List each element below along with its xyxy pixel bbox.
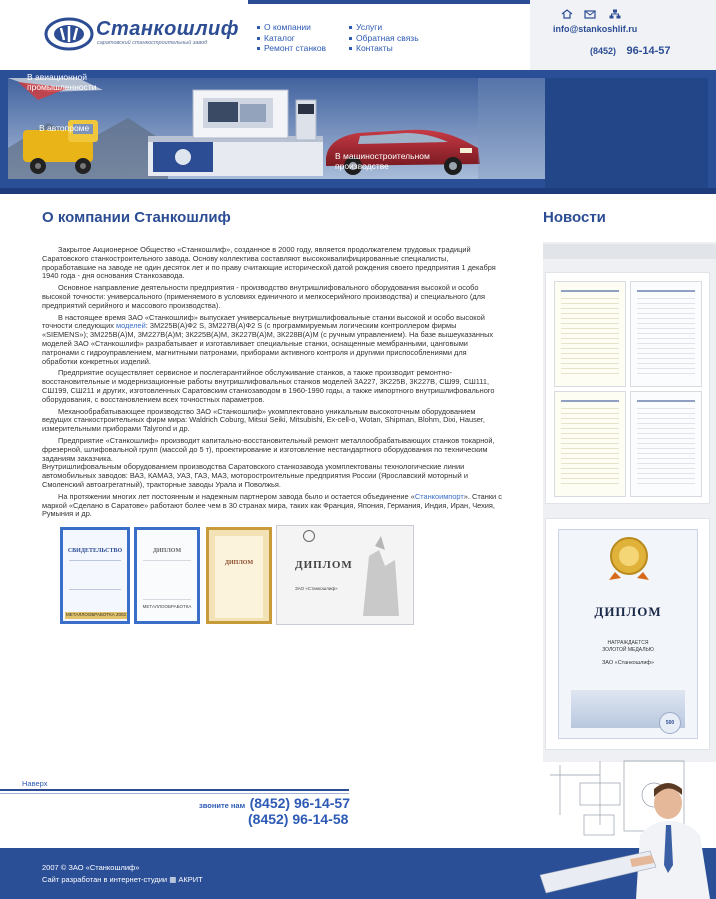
banner-label-aviation[interactable]: В авиационной промышленности bbox=[27, 72, 97, 92]
certificate-thumbnail[interactable] bbox=[630, 391, 702, 497]
about-paragraph: Предприятие осуществляет сервисное и послегарантийное обслуживание станков, а также производит ремонтно-восстановительные и модернизационные работы внутришлифовальных станков моделей 3А227, 3К225В, 3К227В, СШ99, СШ111, СШ199, СШ211 и других, изготовленных Саратовским станкозаводом в 1960-1990 годы, а также импортного внутришлифовального оборудования, с восстановлением всех точностных параметров. bbox=[42, 368, 495, 404]
medal-icon bbox=[607, 536, 651, 580]
developer-credit-text: Сайт разработан в интернет-студии bbox=[42, 875, 168, 884]
about-paragraph: Механообрабатывающее производство ЗАО «Станкошлиф» укомплектовано уникальным высокоточным оборудованием ведущих станкостроительных фирм мира: Waldrich Coburg, Mitsui Seiki, Mitsubishi, Ex-cell-o, Wotan, Shipman, Blohm, Dixi, Hauser, измерительными приборами Talyrond и др. bbox=[42, 406, 485, 434]
award-emblem-icon bbox=[303, 530, 315, 542]
award-title: ДИПЛОМ bbox=[295, 559, 353, 571]
awards-gallery bbox=[60, 525, 416, 625]
certificate-thumbnail[interactable] bbox=[554, 281, 626, 387]
header-phone bbox=[590, 41, 671, 59]
certificate-text-lines bbox=[561, 298, 619, 378]
about-paragraph: Предприятие «Станкошлиф» производит капитально-восстановительный ремонт металлообрабатывающих станков токарной, фрезерной, шлифовальной групп (массой до 5 т), проектирование и изготовление нестандартного оборудования по техническим заданиям заказчика. bbox=[42, 435, 495, 463]
copyright: 2007 © ЗАО «Станкошлиф» bbox=[42, 863, 140, 872]
award-text-lines bbox=[69, 560, 121, 590]
footer-divider-thin bbox=[0, 793, 349, 794]
certificate-header-line bbox=[561, 400, 619, 402]
engineer-illustration bbox=[540, 755, 716, 899]
certificate-thumbnail[interactable] bbox=[554, 391, 626, 497]
award-thumbnail-diploma-landscape[interactable] bbox=[276, 525, 414, 625]
banner-right-panel bbox=[545, 78, 708, 188]
award-text-lines bbox=[143, 560, 191, 600]
header-accent-line bbox=[248, 0, 530, 4]
award-thumbnail-diploma[interactable] bbox=[134, 527, 200, 624]
about-text-span: В настоящее время ЗАО «Станкошлиф» выпускает универсальные внутришлифовальные станки высокой и особо высокой точности следующих bbox=[42, 312, 485, 331]
akrit-link-label: АКРИТ bbox=[178, 875, 203, 884]
news-sidebar-strip bbox=[543, 244, 716, 259]
nav-link-feedback[interactable]: Обратная связь bbox=[349, 33, 419, 44]
footer-phone-1: (8452) 96-14-57 bbox=[249, 795, 350, 811]
award-thumbnail-certificate[interactable] bbox=[60, 527, 130, 624]
header-phone-number: 96-14-57 bbox=[626, 45, 671, 57]
certificate-header-line bbox=[637, 400, 695, 402]
about-paragraph: Закрытое Акционерное Общество «Станкошлиф», созданное в 2000 году, является продолжателем трудовых традиций Саратовского станкостроительного завода. Основу коллектива составляют высококвалифицированные специалисты, проработавшие на заводе не один десяток лет и по праву считающие исторической датой рождения своего предприятия 1 декабря 1940 года - дня основания Станкозавода. bbox=[42, 245, 496, 281]
diploma-text: ЗОЛОТОЙ МЕДАЛЬЮ bbox=[602, 647, 654, 653]
about-text bbox=[42, 246, 504, 522]
nav-link-contacts[interactable]: Контакты bbox=[349, 43, 419, 54]
logo-subtitle: саратовский станкостроительный завод bbox=[97, 40, 208, 46]
gold-medal-diploma[interactable] bbox=[558, 529, 698, 739]
diploma-org: ЗАО «Станкошлиф» bbox=[601, 660, 655, 666]
logo-wordmark: Станкошлиф bbox=[96, 18, 239, 40]
about-text-span: ». Станки с маркой «Сделано в Саратове» работают более чем в 30 странах мира, таких как Франция, Япония, Германия, Индия, Иран, Чехия, Румыния и др. bbox=[42, 491, 502, 519]
header-phone-code: (8452) bbox=[590, 46, 617, 56]
mail-icon[interactable] bbox=[584, 6, 596, 16]
hero-banner bbox=[8, 72, 545, 179]
about-paragraph bbox=[42, 314, 504, 367]
certificate-header-line bbox=[561, 290, 619, 292]
developer-credit bbox=[42, 875, 203, 884]
home-icon[interactable] bbox=[561, 6, 573, 16]
about-paragraph bbox=[42, 493, 504, 519]
nav-link-repair[interactable]: Ремонт станков bbox=[257, 43, 326, 54]
certificate-text-lines bbox=[637, 408, 695, 488]
gold-medal-diploma-panel bbox=[545, 518, 710, 750]
nav-link-catalog[interactable]: Каталог bbox=[257, 33, 326, 44]
certificate-text-lines bbox=[561, 408, 619, 488]
certificate-header-line bbox=[637, 290, 695, 292]
award-title: СВИДЕТЕЛЬСТВО bbox=[67, 548, 123, 554]
award-inner-page bbox=[215, 536, 263, 618]
diploma-badge: 500 bbox=[659, 712, 681, 734]
about-paragraph: Внутришлифовальным оборудованием производства Саратовского станкозавода укомплектованы технологические линии автомобильных заводов: ВАЗ, КАМАЗ, УАЗ, ГАЗ, МАЗ, моторостроительные предприятия России (Ярославский моторный и Смоленский автоагрегатный), тракторные заводы Урала и Поволжья. bbox=[42, 462, 468, 489]
footer-phone-2: (8452) 96-14-58 bbox=[248, 811, 349, 827]
diploma-text: НАГРАЖДАЕТСЯ bbox=[607, 640, 649, 646]
certificate-text-lines bbox=[637, 298, 695, 378]
contact-email-link[interactable]: info@stankoshlif.ru bbox=[553, 24, 638, 34]
award-title: ДИПЛОМ bbox=[224, 560, 254, 566]
main-nav-left bbox=[257, 22, 326, 54]
award-caption: МЕТАЛЛООБРАБОТКА bbox=[142, 604, 192, 609]
about-text-span: На протяжении многих лет постоянным и надежным партнером завода было и остается объединение « bbox=[58, 491, 415, 501]
certificates-panel bbox=[545, 272, 710, 504]
sitemap-icon[interactable] bbox=[609, 6, 621, 16]
certificate-thumbnail[interactable] bbox=[630, 281, 702, 387]
nav-link-services[interactable]: Услуги bbox=[349, 22, 419, 33]
header-contact-box bbox=[530, 0, 716, 70]
site-logo[interactable] bbox=[44, 16, 239, 52]
call-us-label: звоните нам bbox=[199, 801, 246, 810]
award-title: ДИПЛОМ bbox=[152, 548, 182, 554]
models-link[interactable]: моделей bbox=[116, 321, 146, 331]
award-org: ЗАО «Станкошлиф» bbox=[295, 586, 338, 591]
page-title: О компании Станкошлиф bbox=[42, 209, 231, 226]
about-paragraph: Основное направление деятельности предприятия - производство внутришлифовального оборудования высокой и особо высокой точности: универсального (применяемого в условиях единичного и мелкосерийного производства) и специального (для предприятий серийного и массового производства). bbox=[42, 283, 485, 310]
banner-label-machine[interactable]: В машиностроительном производстве bbox=[335, 151, 430, 171]
main-nav-right bbox=[349, 22, 419, 54]
back-to-top-link[interactable]: Наверх bbox=[22, 779, 48, 788]
footer-divider bbox=[0, 789, 349, 791]
banner-label-auto[interactable]: В автопроме bbox=[39, 123, 90, 133]
diploma-title: ДИПЛОМ bbox=[594, 604, 662, 619]
logo-emblem-icon bbox=[44, 16, 96, 52]
akrit-link[interactable]: ▦ АКРИТ bbox=[169, 875, 203, 884]
about-text-span: : 3М225В(А)Ф2 S, 3М227В(А)Ф2 S (с программируемым логическим контроллером фирмы «SIEMENS»); 3М225В(А)М, 3М227В(А)М; 3К225В(А)М, 3К227В(А)М, 3К228В(А)М (с ручным управлением). На базе вышеуказанных моделей ЗАО «Станкошлиф» разрабатывает и изготавливает специальные станки, оснащенные мембранными, цанговыми патронами с гидроуправлением, магнитными патронами, приборами активного контроля и другими приспособлениями для обработки конкретных изделий. bbox=[42, 321, 494, 366]
news-title: Новости bbox=[543, 209, 606, 226]
award-thumbnail-diploma-gold[interactable] bbox=[206, 527, 272, 624]
stankoimport-link[interactable]: Станкоимпорт bbox=[414, 491, 464, 501]
award-caption: МЕТАЛЛООБРАБОТКА 2002 bbox=[65, 612, 127, 617]
nav-link-about[interactable]: О компании bbox=[257, 22, 326, 33]
award-monument-icon bbox=[355, 536, 410, 616]
